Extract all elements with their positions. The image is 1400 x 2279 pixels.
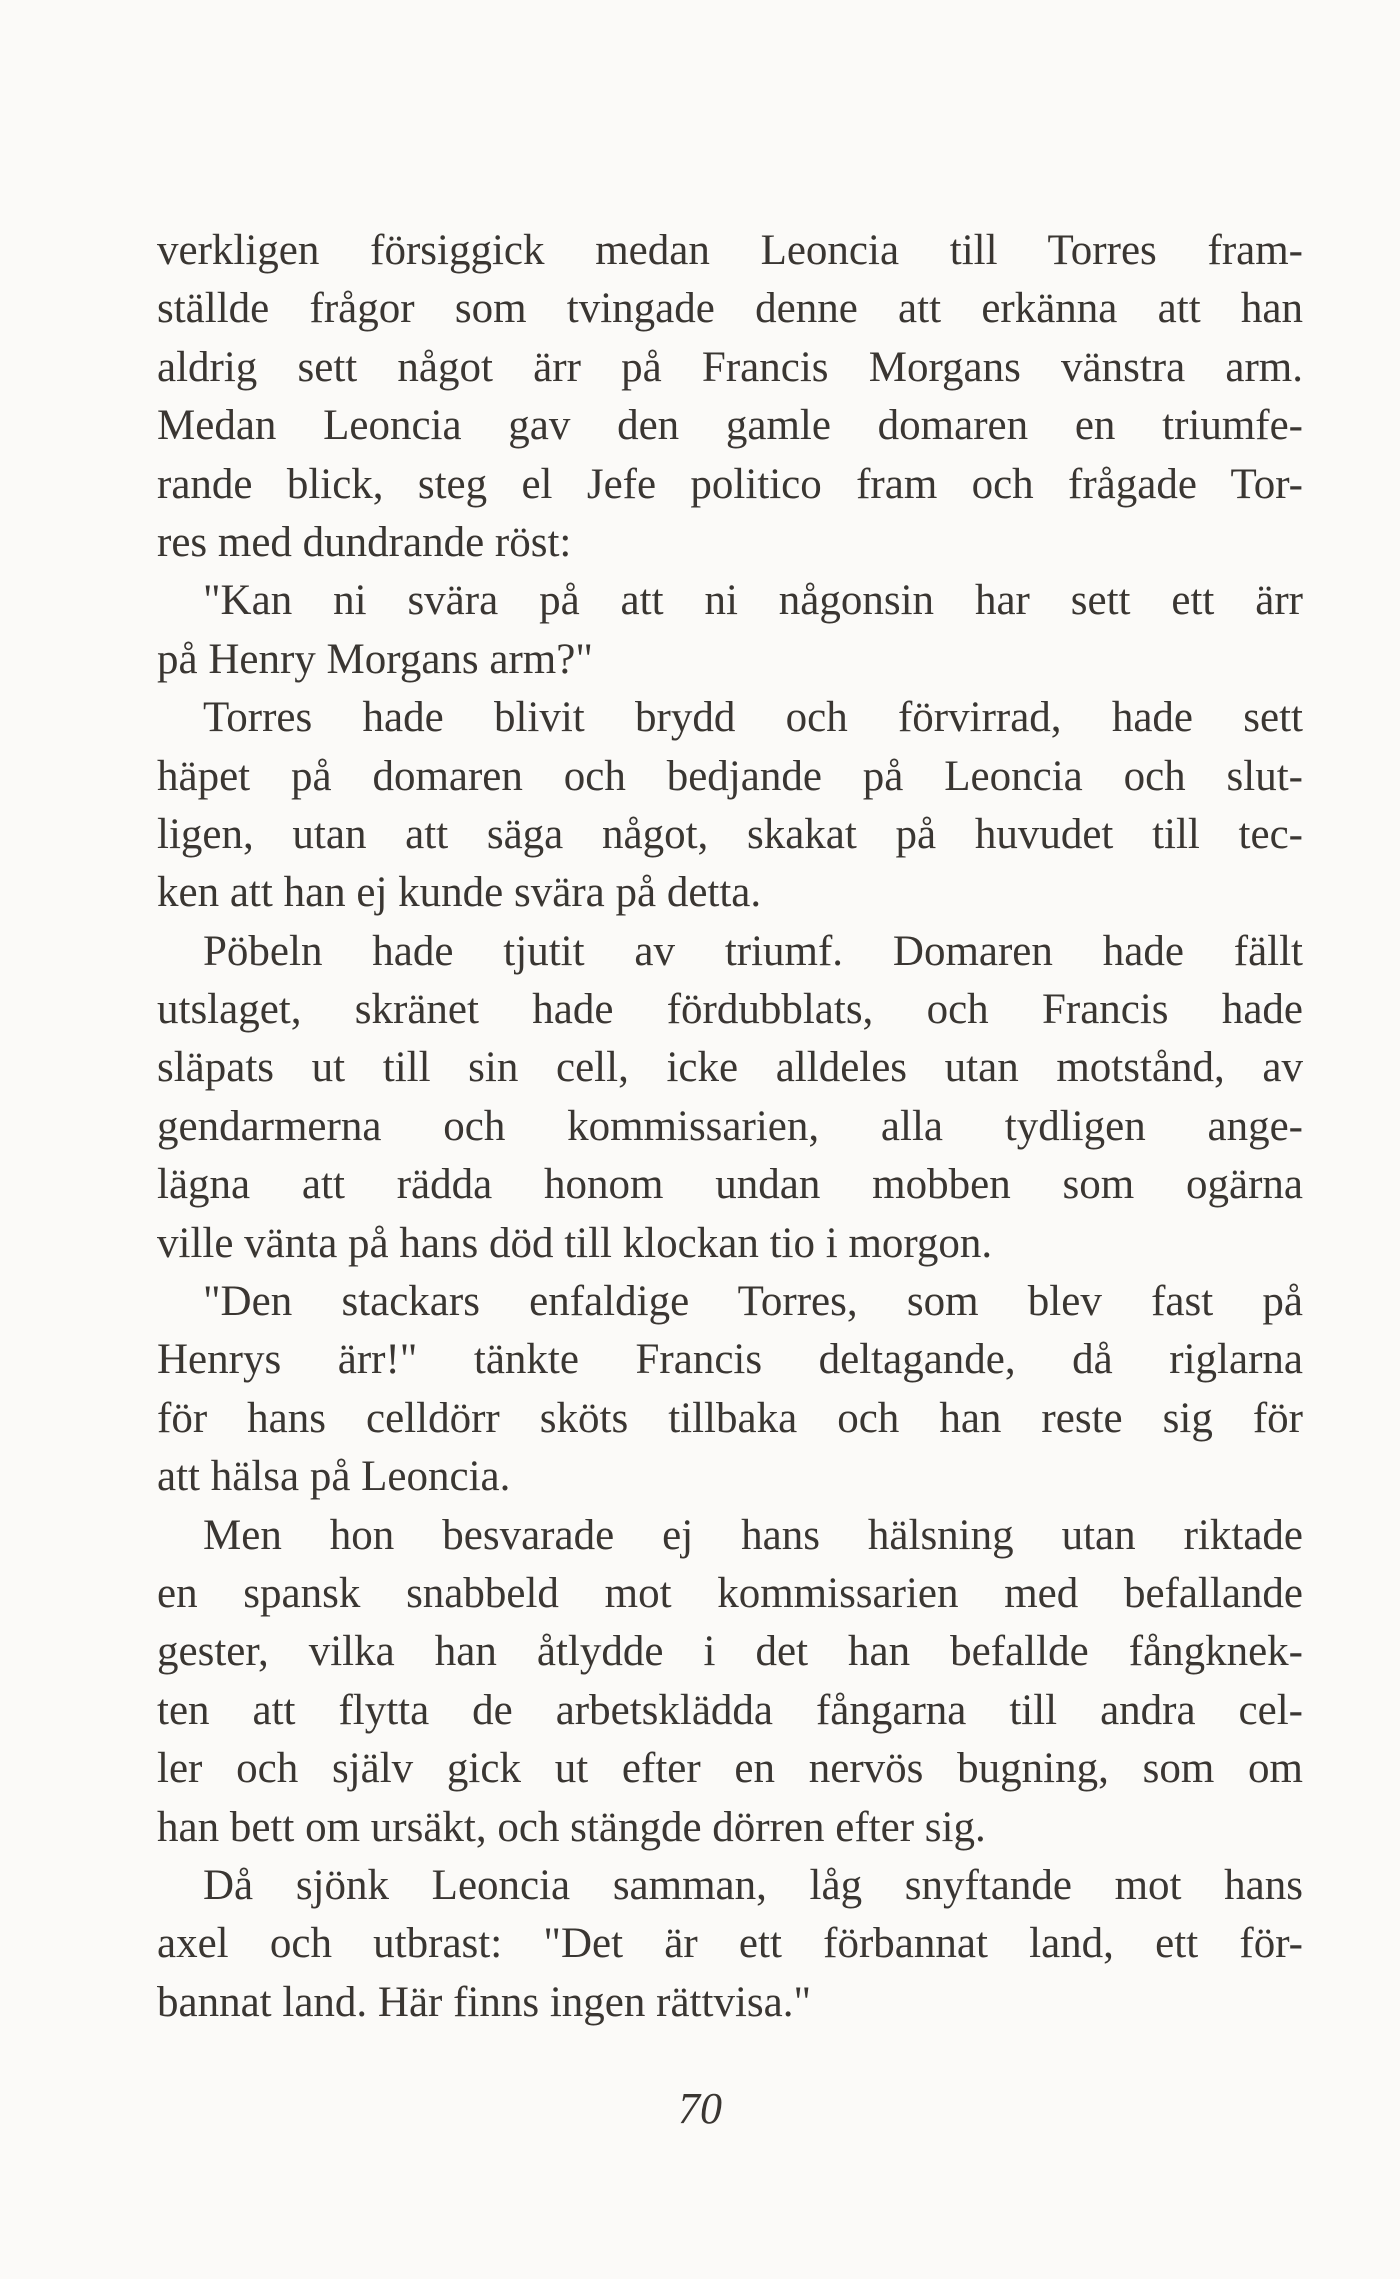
text-line: Då sjönk Leoncia samman, låg snyftande mot hans — [203, 1861, 1303, 1909]
text-line: res med dundrande röst: — [157, 518, 572, 566]
text-line: Pöbeln hade tjutit av triumf. Domaren hade fällt — [203, 927, 1303, 975]
text-line: ken att han ej kunde svära på detta. — [157, 869, 762, 917]
body-text — [157, 222, 1303, 2032]
text-line: "Den stackars enfaldige Torres, som blev fast på — [203, 1278, 1303, 1326]
text-line: han bett om ursäkt, och stängde dörren efter sig. — [157, 1803, 986, 1851]
text-line: Medan Leoncia gav den gamle domaren en triumfe- — [157, 402, 1303, 450]
text-line: gendarmerna och kommissarien, alla tydligen ange- — [157, 1102, 1303, 1150]
text-line: ligen, utan att säga något, skakat på huvudet till tec- — [157, 810, 1303, 858]
text-line: gester, vilka han åtlydde i det han befallde fångknek- — [157, 1628, 1303, 1676]
text-line: bannat land. Här finns ingen rättvisa." — [157, 1978, 812, 2026]
text-line: lägna att rädda honom undan mobben som ogärna — [157, 1161, 1303, 1209]
text-line: Torres hade blivit brydd och förvirrad, hade sett — [203, 694, 1303, 742]
text-line: axel och utbrast: "Det är ett förbannat land, ett för- — [157, 1920, 1303, 1968]
text-line: för hans celldörr sköts tillbaka och han reste sig för — [157, 1394, 1303, 1442]
text-line: Henrys ärr!" tänkte Francis deltagande, då riglarna — [157, 1336, 1303, 1384]
text-line: ler och själv gick ut efter en nervös bugning, som om — [157, 1745, 1303, 1793]
text-line: utslaget, skränet hade fördubblats, och Francis hade — [157, 986, 1303, 1034]
text-line: släpats ut till sin cell, icke alldeles utan motstånd, av — [157, 1044, 1303, 1092]
text-line: rande blick, steg el Jefe politico fram och frågade Tor- — [157, 460, 1303, 508]
page-number: 70 — [678, 2084, 722, 2133]
text-line: verkligen försiggick medan Leoncia till Torres fram- — [157, 227, 1303, 274]
text-line: ten att flytta de arbetsklädda fångarna till andra cel- — [157, 1686, 1303, 1734]
text-line: en spansk snabbeld mot kommissarien med befallande — [157, 1569, 1303, 1617]
text-line: ville vänta på hans död till klockan tio i morgon. — [157, 1219, 993, 1267]
text-line: att hälsa på Leoncia. — [157, 1453, 511, 1501]
text-line: "Kan ni svära på att ni någonsin har sett ett ärr — [203, 577, 1303, 625]
text-line: Men hon besvarade ej hans hälsning utan riktade — [203, 1511, 1303, 1559]
text-line: häpet på domaren och bedjande på Leoncia och slut- — [157, 752, 1303, 800]
text-line: på Henry Morgans arm?" — [157, 635, 593, 683]
text-line: ställde frågor som tvingade denne att erkänna att han — [157, 285, 1303, 333]
text-line: aldrig sett något ärr på Francis Morgans vänstra arm. — [157, 343, 1303, 391]
